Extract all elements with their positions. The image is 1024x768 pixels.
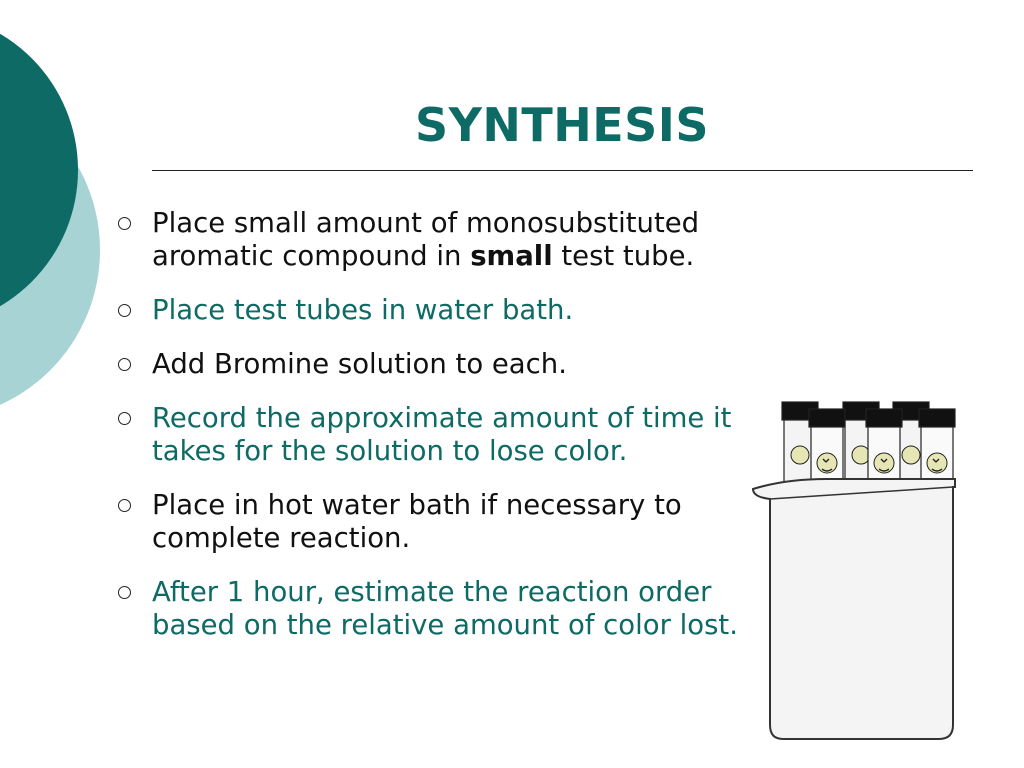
bullet-text: Place test tubes in water bath. [152,294,574,326]
bullet-marker-icon [118,217,131,230]
slide-title: SYNTHESIS [414,98,710,152]
decorative-circles [0,0,120,420]
bullet-item [112,402,752,468]
bullet-marker-icon [118,412,131,425]
bullet-marker-icon [118,586,131,599]
bullet-marker-icon [118,358,131,371]
bullet-item [112,489,752,555]
beaker-with-test-tubes-icon [745,395,965,747]
bullet-marker-icon [118,499,131,512]
bullet-marker-icon [118,304,131,317]
bullet-item [112,348,752,381]
bullet-text: Record the approximate amount of time it takes for the solution to lose color. [152,402,732,467]
bullet-item [112,207,752,273]
bullet-list [112,207,752,663]
title-divider [152,170,973,171]
bullet-text: Place small amount of monosubstituted aromatic compound in small test tube. [152,207,700,272]
bullet-text: Place in hot water bath if necessary to complete reaction. [152,489,682,554]
bullet-item [112,576,752,642]
bullet-text: Add Bromine solution to each. [152,348,567,380]
bullet-item [112,294,752,327]
bullet-text: After 1 hour, estimate the reaction order based on the relative amount of color lost. [152,576,738,641]
